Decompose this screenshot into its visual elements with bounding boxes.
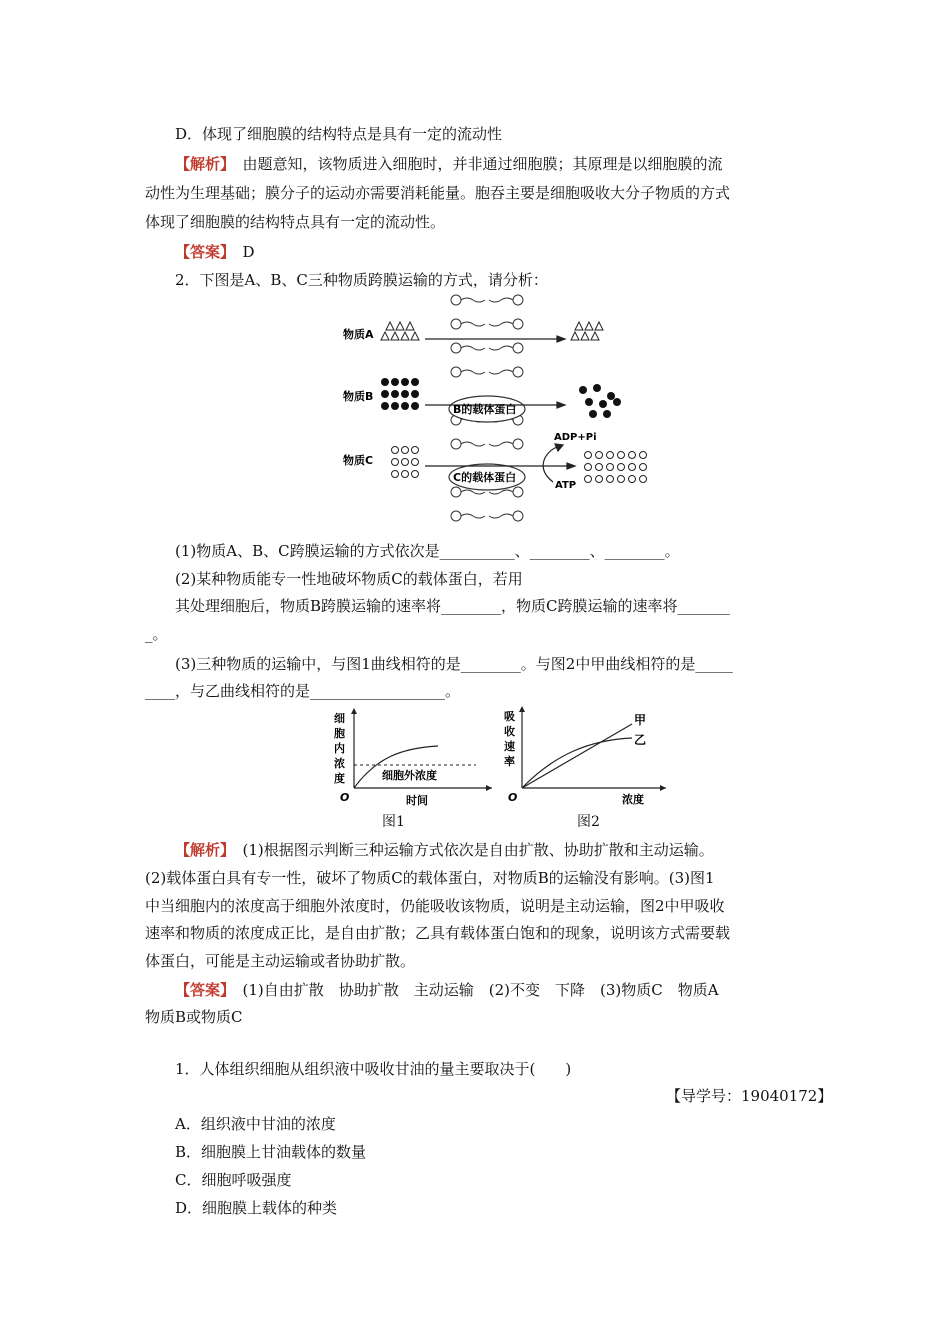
fig2-series-jia — [522, 724, 632, 788]
phospholipid-tail — [489, 514, 513, 518]
substance-c-particle — [618, 464, 625, 471]
substanbe-c-particle — [613, 398, 621, 406]
axis-label-char: 细 — [334, 712, 345, 725]
axis-label-char: 吸 — [504, 710, 515, 723]
phospholipid-head — [451, 439, 461, 449]
phospholipid-head — [451, 511, 461, 521]
substance-c-particle — [412, 459, 419, 466]
fig1-x-arrow — [486, 785, 492, 791]
substanbe-c-particle — [593, 384, 601, 392]
option-b: B．细胞膜上甘油载体的数量 — [175, 1143, 367, 1161]
option-a: A．组织液中甘油的浓度 — [175, 1115, 336, 1133]
figure-2-chart — [500, 704, 670, 808]
substance-b-particle — [391, 402, 399, 410]
substance-c-particle — [412, 471, 419, 478]
phospholipid-head — [451, 319, 461, 329]
sub-question-3-cont: ____，与乙曲线相符的是__________________。 — [145, 682, 461, 700]
answer-line — [175, 980, 719, 1000]
phospholipid-tail — [489, 346, 513, 350]
sub-question-2-cont: 其处理细胞后，物质B跨膜运输的速率将________，物质C跨膜运输的速率将_______ — [175, 597, 731, 615]
fig1-origin: O — [340, 791, 350, 804]
substance-b-particle — [391, 390, 399, 398]
axis-label-char: 浓 — [334, 757, 345, 770]
fig2-x-arrow — [660, 785, 666, 791]
fig2-series-yi — [522, 738, 632, 788]
phospholipid-tail — [489, 370, 513, 374]
arrow-a-head — [557, 336, 565, 342]
analysis-text: 由题意知，该物质进入细胞时，并非通过细胞膜；其原理是以细胞膜的流 — [242, 155, 723, 173]
substance-c-particle — [585, 464, 592, 471]
substance-c-particle — [607, 452, 614, 459]
analysis-line: (2)载体蛋白具有专一性，破坏了物质C的载体蛋白，对物质B的运输没有影响。(3)图1 — [145, 869, 715, 887]
option-d: D．体现了细胞膜的结构特点是具有一定的流动性 — [175, 125, 503, 143]
phospholipid-tail — [489, 490, 513, 494]
substance-c-particle — [596, 476, 603, 483]
substance-a-particle — [581, 332, 589, 340]
phospholipid-tail — [461, 370, 485, 374]
substance-a-particle — [571, 332, 579, 340]
analysis-tag: 【解析】 — [175, 841, 228, 859]
analysis-line: 动性为生理基础；膜分子的运动亦需要消耗能量。胞吞主要是细胞吸收大分子物质的方式 — [145, 184, 731, 202]
label-substance-a: 物质A — [343, 328, 374, 341]
fig1-x-label: 时间 — [406, 794, 428, 807]
axis-label-char: 胞 — [334, 727, 345, 740]
label-atp: ATP — [555, 480, 577, 491]
fig2-label-jia: 甲 — [634, 713, 647, 727]
analysis-text: (1)根据图示判断三种运输方式依次是自由扩散、协助扩散和主动运输。 — [242, 841, 714, 859]
phospholipid-tail — [461, 490, 485, 494]
atp-arrow — [543, 447, 557, 482]
substance-c-particle — [392, 471, 399, 478]
phospholipid-tail — [461, 346, 485, 350]
substance-b-particle — [401, 390, 409, 398]
substance-b-particle — [391, 378, 399, 386]
analysis-line: 体蛋白，可能是主动运输或者协助扩散。 — [145, 952, 416, 970]
substance-c-particle — [629, 464, 636, 471]
substance-c-particle — [585, 476, 592, 483]
phospholipid-tail — [489, 322, 513, 326]
substance-c-particle — [607, 464, 614, 471]
substance-c-particle — [412, 447, 419, 454]
answer-tag: 【答案】 — [175, 243, 228, 261]
option-d: D．细胞膜上载体的种类 — [175, 1199, 338, 1217]
question-stem: 1．人体组织细胞从组织液中吸收甘油的量主要取决于( ) — [175, 1060, 572, 1078]
arrow-c-head — [567, 463, 575, 469]
phospholipid-tail — [461, 514, 485, 518]
substance-c-particle — [629, 452, 636, 459]
membrane-transport-diagram — [335, 292, 655, 532]
axis-label-char: 度 — [334, 772, 345, 785]
substance-a-particle — [401, 332, 409, 340]
substanbe-c-particle — [589, 410, 597, 418]
substanbe-c-particle — [579, 386, 587, 394]
question-stem: 2．下图是A、B、C三种物质跨膜运输的方式，请分析： — [175, 271, 548, 289]
atp-arrow-head — [555, 444, 563, 451]
phospholipid-head — [513, 439, 523, 449]
figure-1-chart — [326, 708, 496, 808]
substance-c-particle — [402, 459, 409, 466]
substance-a-particle — [411, 332, 419, 340]
label-carrier-c: C的载体蛋白 — [453, 471, 517, 484]
label-substance-c: 物质C — [343, 454, 374, 467]
fig2-origin: O — [508, 791, 518, 804]
analysis-line: 体现了细胞膜的结构特点具有一定的流动性。 — [145, 213, 446, 231]
fig2-label-yi: 乙 — [634, 733, 647, 747]
figure-1-caption: 图1 — [382, 814, 405, 830]
label-carrier-b: B的载体蛋白 — [453, 403, 517, 416]
substance-c-particle — [629, 476, 636, 483]
label-substance-b: 物质B — [343, 390, 374, 403]
substance-c-particle — [640, 452, 647, 459]
substance-c-particle — [596, 464, 603, 471]
substance-c-particle — [607, 476, 614, 483]
substance-a-particle — [386, 322, 394, 330]
phospholipid-tail — [461, 442, 485, 446]
answer-text: D — [242, 243, 255, 261]
substanbe-c-particle — [585, 398, 593, 406]
substance-a-particle — [406, 322, 414, 330]
axis-label-char: 速 — [504, 740, 515, 753]
substance-b-particle — [411, 390, 419, 398]
analysis-line — [175, 154, 723, 174]
substance-c-particle — [392, 459, 399, 466]
phospholipid-head — [513, 295, 523, 305]
fig2-x-label: 浓度 — [622, 793, 644, 806]
phospholipid-tail — [461, 298, 485, 302]
answer-line-cont: 物质B或物质C — [145, 1008, 243, 1026]
fig1-reference-label: 细胞外浓度 — [382, 769, 437, 782]
substance-b-particle — [401, 402, 409, 410]
phospholipid-head — [451, 367, 461, 377]
substance-b-particle — [401, 378, 409, 386]
fig1-y-arrow — [351, 708, 357, 714]
substance-c-particle — [618, 452, 625, 459]
phospholipid-head — [451, 295, 461, 305]
analysis-line — [175, 840, 714, 860]
substance-b-particle — [381, 402, 389, 410]
analysis-tag: 【解析】 — [175, 155, 228, 173]
phospholipid-head — [513, 511, 523, 521]
substance-c-particle — [402, 471, 409, 478]
phospholipid-head — [513, 487, 523, 497]
axis-label-char: 率 — [504, 755, 515, 768]
sub-question-2: (2)某种物质能专一性地破坏物质C的载体蛋白，若用 — [175, 570, 523, 588]
phospholipid-head — [513, 319, 523, 329]
sub-question-1: (1)物质A、B、C跨膜运输的方式依次是__________、________、________。 — [175, 542, 680, 560]
substance-a-particle — [381, 332, 389, 340]
sub-question-3: (3)三种物质的运输中，与图1曲线相符的是________。与图2中甲曲线相符的是_____ — [175, 655, 733, 673]
substance-c-particle — [640, 476, 647, 483]
substance-c-particle — [596, 452, 603, 459]
substanbe-c-particle — [599, 400, 607, 408]
substance-c-particle — [585, 452, 592, 459]
substance-a-particle — [396, 322, 404, 330]
axis-label-char: 内 — [334, 742, 345, 755]
phospholipid-tail — [489, 442, 513, 446]
substanbe-c-particle — [607, 392, 615, 400]
analysis-line: 速率和物质的浓度成正比，是自由扩散；乙具有载体蛋白饱和的现象，说明该方式需要载 — [145, 924, 731, 942]
substance-c-particle — [640, 464, 647, 471]
phospholipid-head — [513, 343, 523, 353]
axis-label-char: 收 — [504, 725, 515, 738]
substanbe-c-particle — [603, 410, 611, 418]
phospholipid-head — [451, 343, 461, 353]
guide-number: 【导学号：19040172】 — [666, 1087, 833, 1105]
phospholipid-tail — [489, 298, 513, 302]
phospholipid-head — [451, 487, 461, 497]
substance-b-particle — [381, 378, 389, 386]
substance-a-particle — [591, 332, 599, 340]
substance-c-particle — [402, 447, 409, 454]
answer-tag: 【答案】 — [175, 981, 228, 999]
substance-a-particle — [575, 322, 583, 330]
analysis-line: 中当细胞内的浓度高于细胞外浓度时，仍能吸收该物质，说明是主动运输，图2中甲吸收 — [145, 897, 725, 915]
figure-2-caption: 图2 — [577, 814, 600, 830]
answer-line — [175, 242, 255, 262]
phospholipid-head — [513, 367, 523, 377]
option-c: C．细胞呼吸强度 — [175, 1171, 292, 1189]
fig2-y-arrow — [519, 706, 525, 712]
substance-c-particle — [392, 447, 399, 454]
substance-a-particle — [595, 322, 603, 330]
substance-b-particle — [411, 378, 419, 386]
substance-b-particle — [411, 402, 419, 410]
phospholipid-tail — [461, 322, 485, 326]
substance-a-particle — [391, 332, 399, 340]
answer-text: (1)自由扩散 协助扩散 主动运输 (2)不变 下降 (3)物质C 物质A — [242, 981, 719, 999]
arrow-b-head — [557, 402, 565, 408]
substance-a-particle — [585, 322, 593, 330]
sub-question-2-cont: _。 — [145, 625, 168, 643]
label-adp: ADP+Pi — [554, 432, 597, 443]
substance-b-particle — [381, 390, 389, 398]
substance-c-particle — [618, 476, 625, 483]
